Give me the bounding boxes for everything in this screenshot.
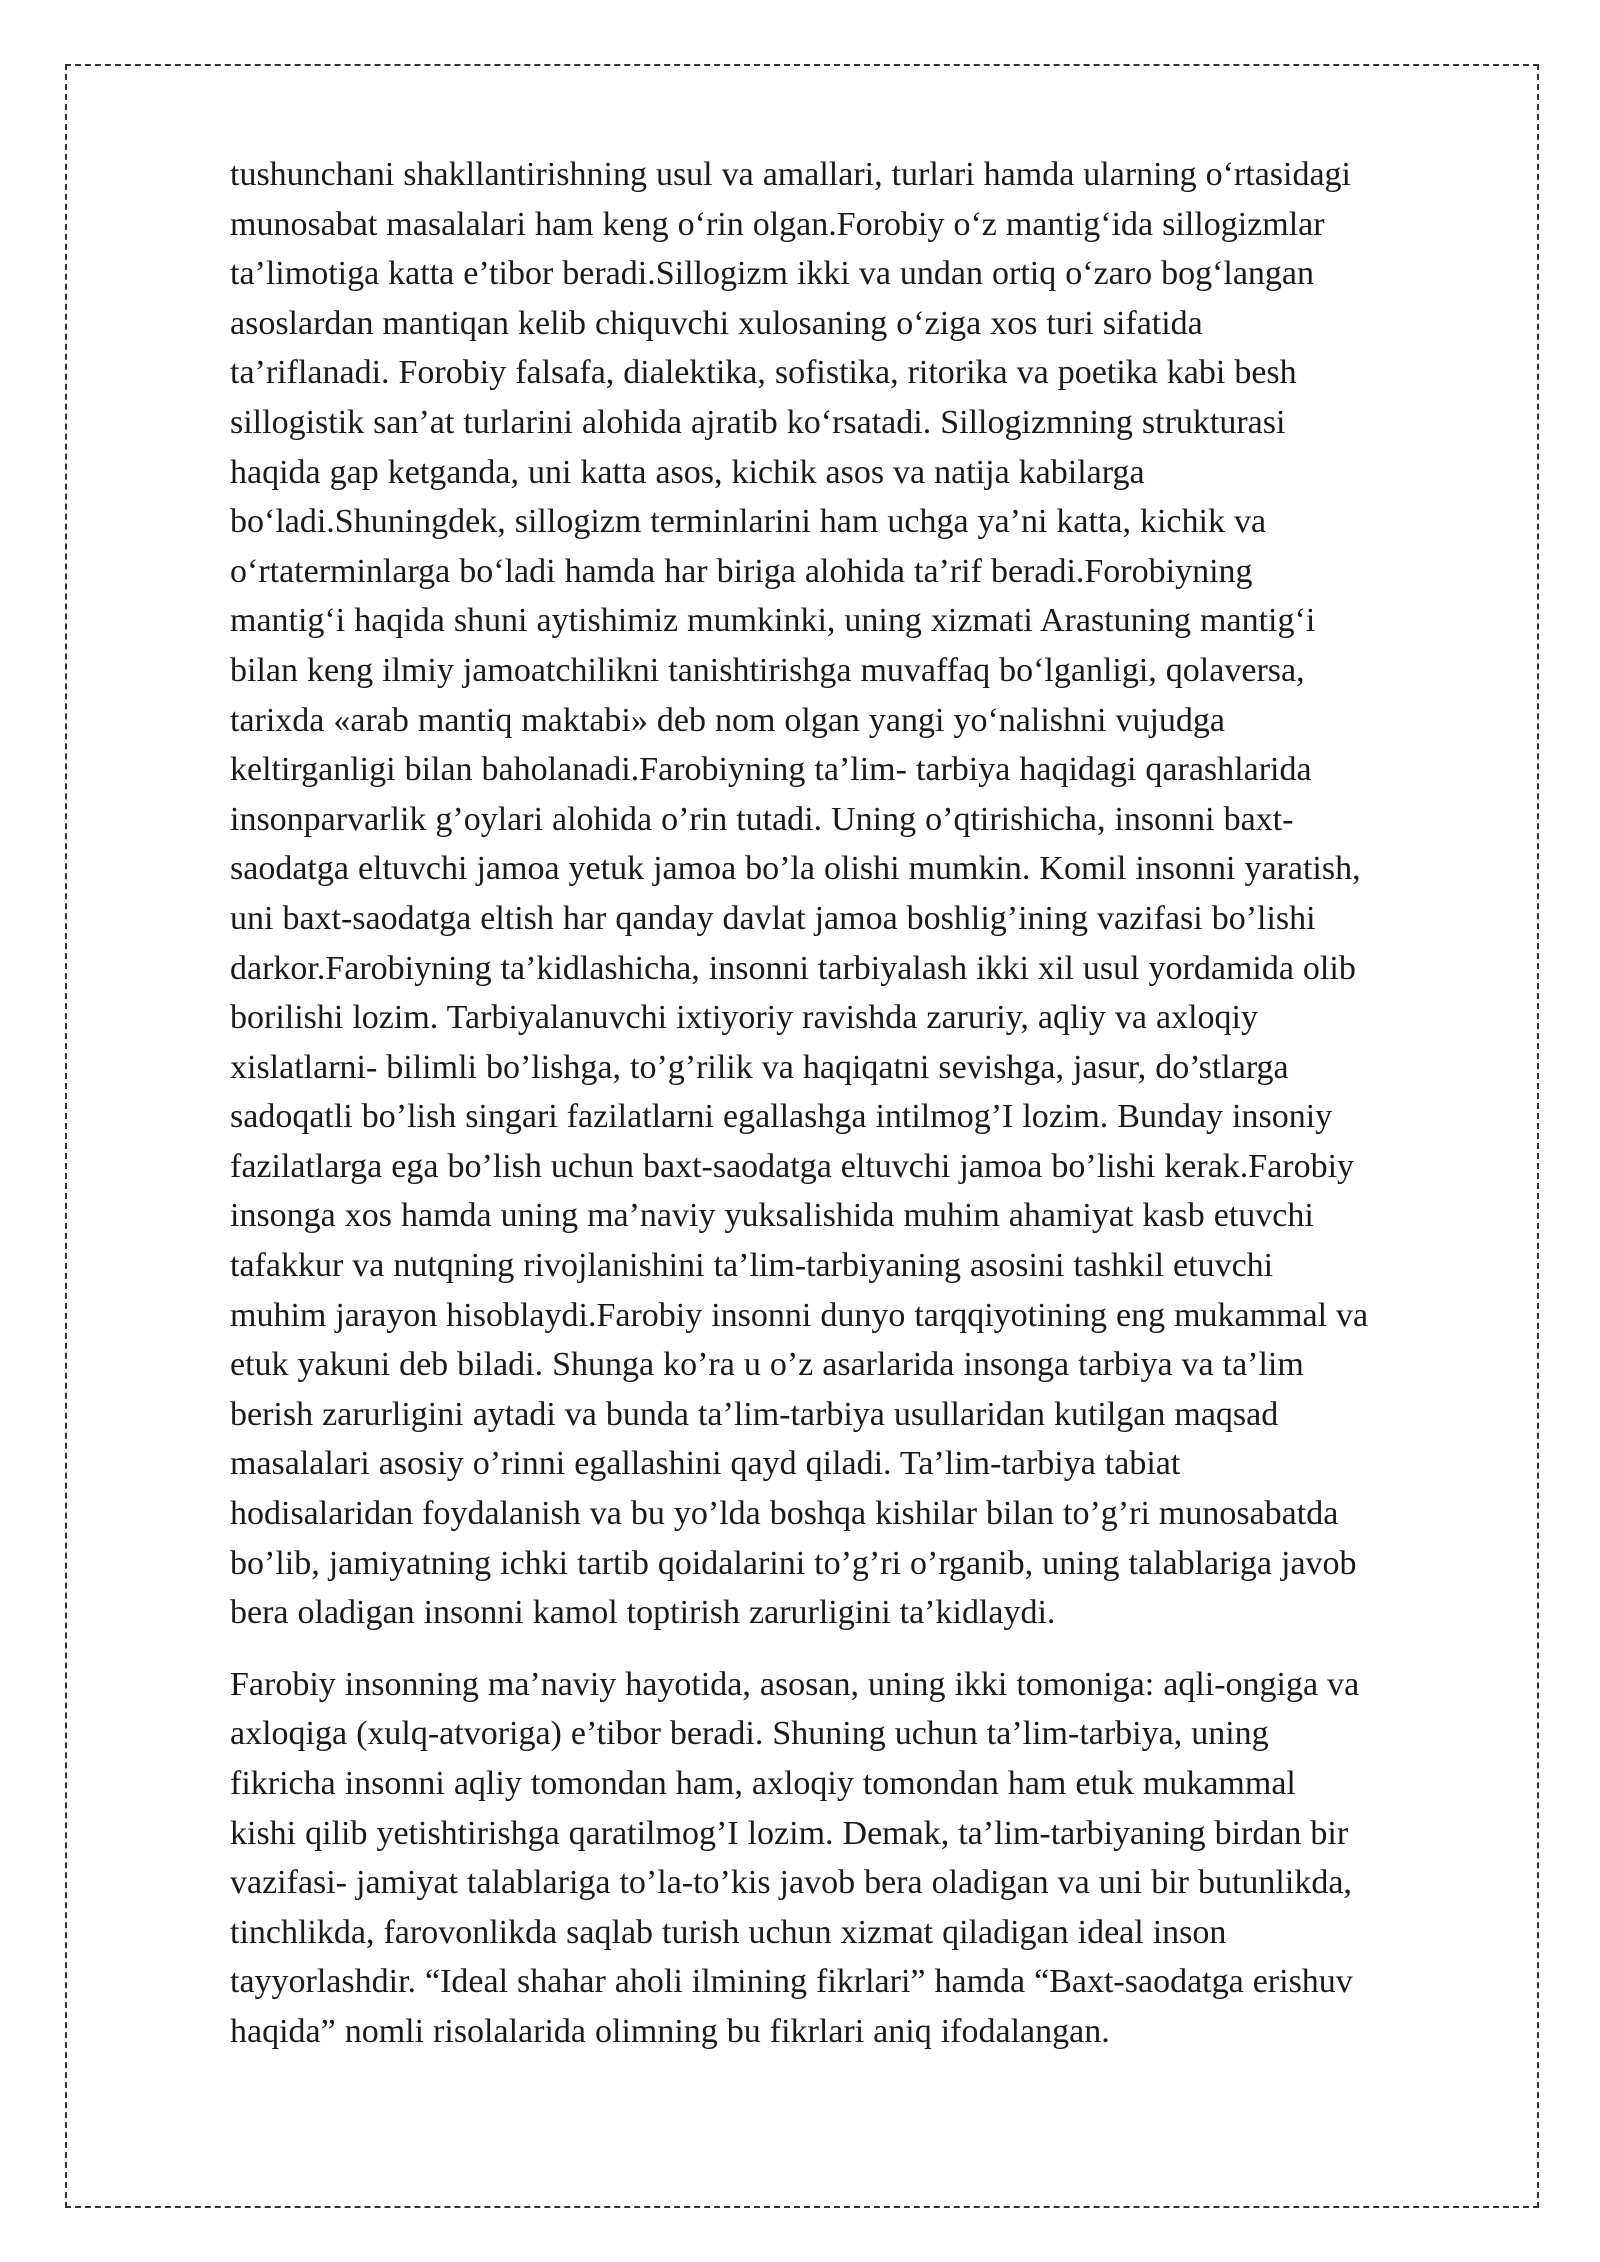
paragraph-2: Farobiy insonning ma’naviy hayotida, asosan, uning ikki tomoniga: aqli-ongiga va axloqiga (xulq-atvoriga) e’tibor beradi. Shuning uchun ta’lim-tarbiya, uning fikricha insonni aqliy tomondan ham, axloqiy tomondan ham etuk mukammal kishi qilib yetishtirishga qaratilmog’I lozim. Demak, ta’lim-tarbiyaning birdan bir vazifasi- jamiyat talablariga to’la-to’kis javob bera oladigan va uni bir butunlikda, tinchlikda, farovonlikda saqlab turish uchun xizmat qiladigan ideal inson tayyorlashdir. “Ideal shahar aholi ilmining fikrlari” hamda “Baxt-saodatga erishuv haqida” nomli risolalarida olimning bu fikrlari aniq ifodalangan.	[230, 1665, 1360, 2050]
paragraph-1: tushunchani shakllantirishning usul va amallari, turlari hamda ularning o‘rtasidagi munosabat masalalari ham keng o‘rin olgan.Forobiy o‘z mantig‘ida sillogizmlar ta’limotiga katta e’tibor beradi.Sillogizm ikki va undan ortiq o‘zaro bog‘langan asoslardan mantiqan kelib chiquvchi xulosaning o‘ziga xos turi sifatida ta’riflanadi. Forobiy falsafa, dialektika, sofistika, ritorika va poetika kabi besh sillogistik san’at turlarini alohida ajratib ko‘rsatadi. Sillogizmning strukturasi haqida gap ketganda, uni katta asos, kichik asos va natija kabilarga bo‘ladi.Shuningdek, sillogizm terminlarini ham uchga ya’ni katta, kichik va o‘rtaterminlarga bo‘ladi hamda har biriga alohida ta’rif beradi.Forobiyning mantig‘i haqida shuni aytishimiz mumkinki, uning xizmati Arastuning mantig‘i bilan keng ilmiy jamoatchilikni tanishtirishga muvaffaq bo‘lganligi, qolaversa, tarixda «arab mantiq maktabi» deb nom olgan yangi yo‘nalishni vujudga keltirganligi bilan baholanadi.Farobiyning ta’lim- tarbiya haqidagi qarashlarida insonparvarlik g’oylari alohida o’rin tutadi. Uning o’qtirishicha, insonni baxt- saodatga eltuvchi jamoa yetuk jamoa bo’la olishi mumkin. Komil insonni yaratish, uni baxt-saodatga eltish har qanday davlat jamoa boshlig’ining vazifasi bo’lishi darkor.Farobiyning ta’kidlashicha, insonni tarbiyalash ikki xil usul yordamida olib borilishi lozim. Tarbiyalanuvchi ixtiyoriy ravishda zaruriy, aqliy va axloqiy xislatlarni- bilimli bo’lishga, to’g’rilik va haqiqatni sevishga, jasur, do’stlarga sadoqatli bo’lish singari fazilatlarni egallashga intilmog’I lozim. Bunday insoniy fazilatlarga ega bo’lish uchun baxt-saodatga eltuvchi jamoa bo’lishi kerak.Farobiy insonga xos hamda uning ma’naviy yuksalishida muhim ahamiyat kasb etuvchi tafakkur va nutqning rivojlanishini ta’lim-tarbiyaning asosini tashkil etuvchi muhim jarayon hisoblaydi.Farobiy insonni dunyo tarqqiyotining eng mukammal va etuk yakuni deb biladi. Shunga ko’ra u o’z asarlarida insonga tarbiya va ta’lim berish zarurligini aytadi va bunda ta’lim-tarbiya usullaridan kutilgan maqsad masalalari asosiy o’rinni egallashini qayd qiladi. Ta’lim-tarbiya tabiat hodisalaridan foydalanish va bu yo’lda boshqa kishilar bilan to’g’ri munosabatda bo’lib, jamiyatning ichki tartib qoidalarini to’g’ri o’rganib, uning talablariga javob bera oladigan insonni kamol toptirish zarurligini ta’kidlaydi.	[230, 156, 1369, 1632]
document-body	[230, 150, 1500, 2079]
